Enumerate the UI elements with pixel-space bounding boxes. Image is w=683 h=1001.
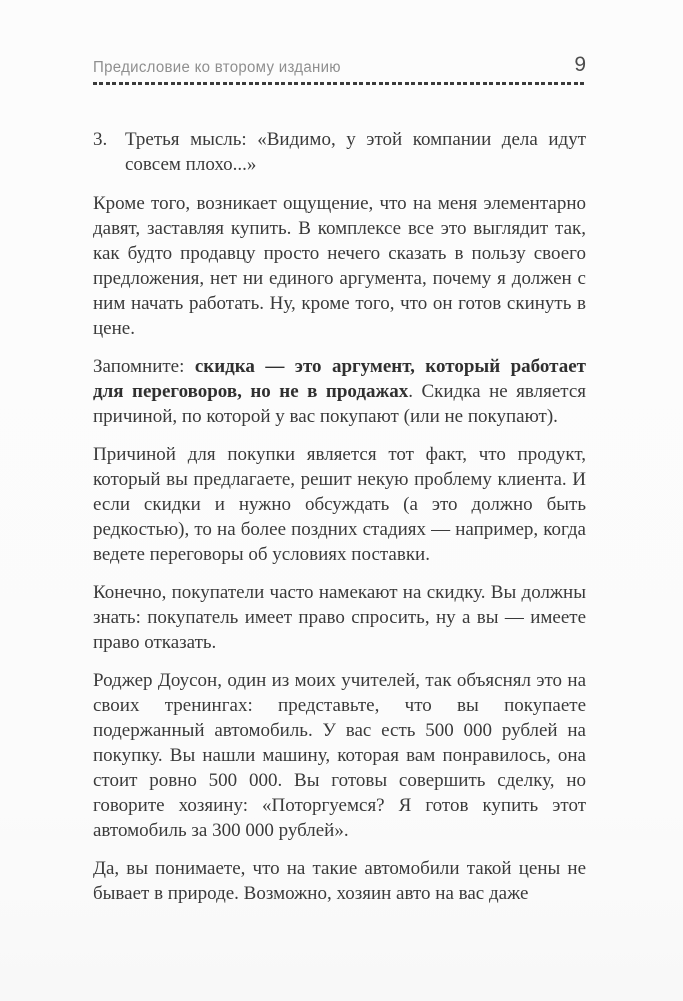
paragraph-dawson-example: Роджер Доусон, один из моих учителей, так объяснял это на своих тренингах: представьте, что вы покупаете подержанный автомобиль. У вас есть 500 000 рублей на покупку. Вы нашли машину, которая вам понравилось, она стоит ровно 500 000. Вы готовы совершить сделку, но говорите хозяину: «Поторгуемся? Я готов купить этот автомобиль за 300 000 рублей». [93, 670, 586, 841]
numbered-list-item [93, 127, 586, 177]
paragraph-remember [93, 354, 586, 429]
paragraph-remember-prefix: Запомните: [93, 356, 195, 377]
running-header [93, 54, 586, 75]
paragraph-remember-suffix: . Скидка не является причиной, по которой у вас покупают (или не покупают). [93, 381, 586, 427]
paragraph-no-such-price: Да, вы понимаете, что на такие автомобили такой цены не бывает в природе. Возможно, хозяин авто на вас даже [93, 858, 586, 904]
paragraph-right-to-refuse: Конечно, покупатели часто намекают на скидку. Вы должны знать: покупатель имеет право спросить, ну а вы — имеете право отказать. [93, 582, 586, 653]
paragraph-pressure: Кроме того, возникает ощущение, что на меня элементарно давят, заставляя купить. В комплексе все это выглядит так, как будто продавцу просто нечего сказать в пользу своего предложения, нет ни единого аргумента, почему я должен с ним начать работать. Ну, кроме того, что он готов скинуть в цене. [93, 193, 586, 339]
page-body [93, 127, 586, 906]
list-item-text: Третья мысль: «Видимо, у этой компании дела идут совсем плохо...» [125, 129, 586, 175]
page-number: 9 [574, 53, 586, 76]
list-item-number: 3. [93, 129, 108, 150]
dotted-rule [93, 82, 586, 85]
paragraph-reason: Причиной для покупки является тот факт, что продукт, который вы предлагаете, решит некую проблему клиента. И если скидки и нужно обсуждать (а это должно быть редкостью), то на более поздних стадиях — например, когда ведете переговоры об условиях поставки. [93, 444, 586, 565]
paragraph-remember-bold: скидка — это аргумент, который работает для переговоров, но не в продажах [93, 356, 586, 402]
running-title: Предисловие ко второму изданию [93, 58, 341, 76]
